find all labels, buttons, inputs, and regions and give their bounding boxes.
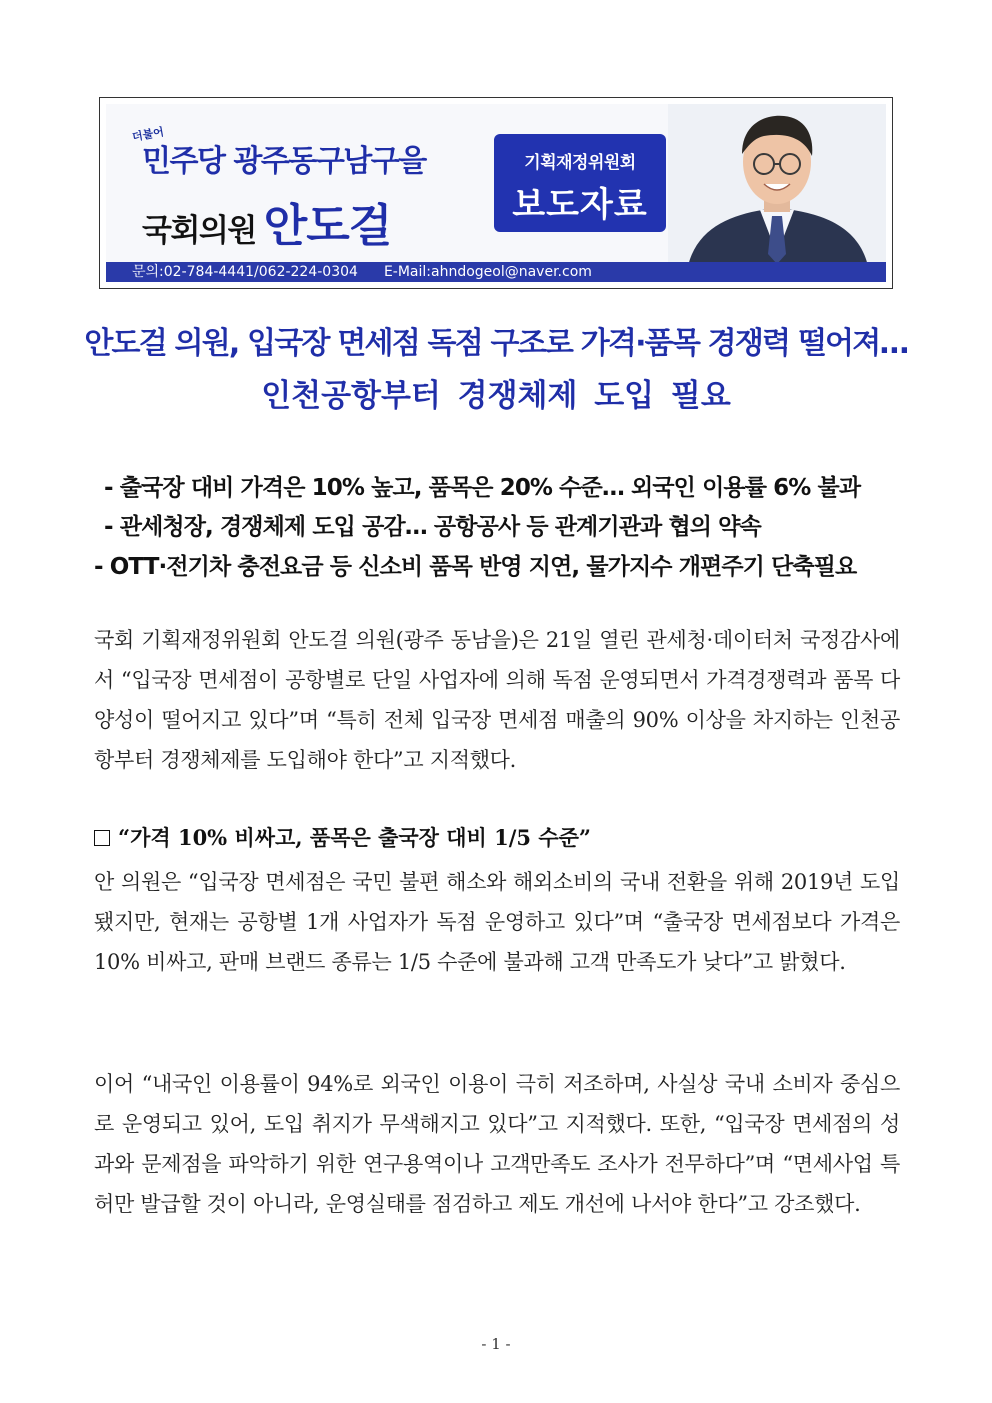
section-heading	[94, 822, 591, 852]
committee-name: 기획재정위원회	[524, 153, 636, 173]
summary-bullet: - 관세청장, 경쟁체제 도입 공감… 공항공사 등 관계기관과 협의 약속	[104, 514, 761, 540]
summary-bullet: - OTT·전기차 충전요금 등 신소비 품목 반영 지연, 물가지수 개편주기 단축필요	[94, 554, 857, 580]
contact-bar	[106, 262, 886, 282]
contact-email: E-Mail:ahndogeol@naver.com	[383, 264, 592, 280]
checkbox-bullet-icon	[94, 830, 110, 846]
press-release-title: 보도자료	[512, 185, 648, 225]
contact-phone: 문의:02-784-4441/062-224-0304	[132, 264, 358, 280]
press-release-banner	[99, 97, 893, 289]
party-prefix: 더불어	[131, 125, 165, 144]
section-heading-text: “가격 10% 비싸고, 품목은 출국장 대비 1/5 수준”	[118, 825, 592, 850]
body-paragraph-1: 국회 기획재정위원회 안도걸 의원(광주 동남을)은 21일 열린 관세청·데이터처 국정감사에서 “입국장 면세점이 공항별로 단일 사업자에 의해 독점 운영되면서 가격경쟁력과 품목 다양성이 떨어지고 있다”며 “특히 전체 입국장 면세점 매출의 90% 이상을 차지하는 인천공항부터 경쟁체제를 도입해야 한다”고 지적했다.	[94, 628, 900, 772]
page-number: - 1 -	[481, 1335, 511, 1353]
body-paragraph-3: 이어 “내국인 이용률이 94%로 외국인 이용이 극히 저조하며, 사실상 국내 소비자 중심으로 운영되고 있어, 도입 취지가 무색해지고 있다”고 지적했다. 또한, “입국장 면세점의 성과와 문제점을 파악하기 위한 연구용역이나 고객만족도 조사가 전무하다”며 “면세사업 특허만 발급할 것이 아니라, 운영실태를 점검하고 제도 개선에 나서야 한다”고 강조했다.	[94, 1072, 900, 1216]
headline-line-2: 인천공항부터 경쟁체제 도입 필요	[261, 378, 731, 414]
portrait-photo	[668, 104, 886, 266]
body-paragraph-2: 안 의원은 “입국장 면세점은 국민 불편 해소와 해외소비의 국내 전환을 위해 2019년 도입됐지만, 현재는 공항별 1개 사업자가 독점 운영하고 있다”며 “출국장 면세점보다 가격은 10% 비싸고, 판매 브랜드 종류는 1/5 수준에 불과해 고객 만족도가 낮다”고 밝혔다.	[94, 870, 900, 974]
member-title	[142, 189, 391, 254]
member-name: 안도걸	[263, 199, 392, 252]
member-role: 국회의원	[142, 213, 256, 249]
banner-background	[106, 104, 886, 282]
party-district: 민주당 광주동구남구을	[142, 144, 426, 179]
headline-line-1: 안도걸 의원, 입국장 면세점 독점 구조로 가격·품목 경쟁력 떨어져…	[84, 326, 908, 361]
press-release-badge	[494, 134, 666, 232]
summary-bullet: - 출국장 대비 가격은 10% 높고, 품목은 20% 수준… 외국인 이용률 6% 불과	[104, 475, 861, 501]
